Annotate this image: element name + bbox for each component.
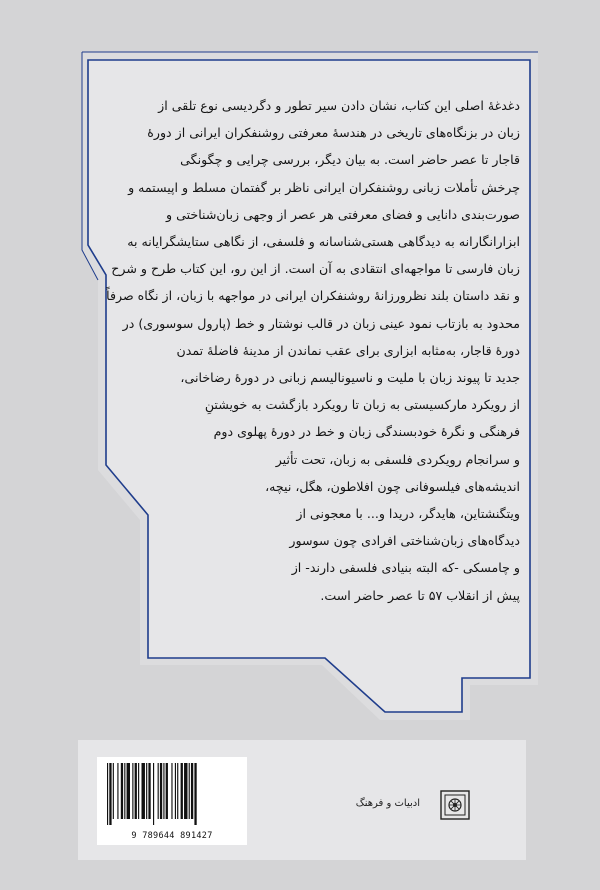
blurb-line: زبان فارسی تا مواجهه‌ای انتقادی به آن است. از این رو، این کتاب طرح و شرح bbox=[111, 261, 520, 277]
blurb-line: اندیشه‌های فیلسوفانی چون افلاطون، هگل، نیچه، bbox=[265, 478, 520, 494]
blurb-line: و چامسکی -که البته بنیادی فلسفی دارند- از bbox=[291, 560, 520, 576]
blurb-line: زبان در بزنگاه‌های تاریخی در هندسهٔ معرفتی روشنفکران ایرانی از دورهٔ bbox=[147, 125, 520, 141]
blurb-line: جدید تا پیوند زبان با ملیت و ناسیونالیسم زبانی در دورهٔ رضاخانی، bbox=[180, 370, 520, 386]
blurb-line: محدود به بازتاب نمود عینی زبان در قالب نوشتار و خط (پارول سوسوری) در bbox=[122, 315, 520, 331]
blurb-line: پیش از انقلاب ۵۷ تا عصر حاضر است. bbox=[320, 587, 520, 603]
blurb-line: فرهنگی و نگرهٔ خودبسندگی زبان و خط در دورهٔ پهلوی دوم bbox=[213, 424, 520, 440]
publisher-rosette-icon bbox=[440, 790, 470, 820]
blurb-line: و نقد داستان بلند نظرورزانهٔ روشنفکران ایرانی در مواجهه با زبان، از نگاه صرفاً bbox=[106, 288, 520, 304]
barcode-icon bbox=[97, 757, 247, 845]
blurb-line: صورت‌بندی دانایی و فضای معرفتی هر عصر از وجهی زبان‌شناختی و bbox=[166, 206, 520, 222]
blurb-line: ابزارانگارانه به دیدگاهی هستی‌شناسانه و فلسفی، از نگاهی ستایشگرایانه به bbox=[127, 234, 520, 250]
blurb-line: و سرانجام رویکردی فلسفی به زبان، تحت تأثیر bbox=[275, 451, 520, 467]
blurb-line: از رویکرد مارکسیستی به زبان تا رویکرد بازگشت به خویشتنِ bbox=[204, 397, 520, 413]
series-label: ادبیات و فرهنگ bbox=[355, 798, 420, 809]
back-cover-blurb bbox=[80, 92, 520, 609]
blurb-line: قاجار تا عصر حاضر است. به بیان دیگر، بررسی چرایی و چگونگی bbox=[180, 152, 520, 168]
isbn-number: 9 789644 891427 bbox=[131, 831, 213, 841]
blurb-line: ویتگنشتاین، هایدگر، دریدا و... با معجونی از bbox=[296, 506, 520, 522]
blurb-line: دغدغهٔ اصلی این کتاب، نشان دادن سیر تطور و دگردیسی نوع تلقی از bbox=[158, 98, 520, 113]
blurb-line: چرخش تأملات زبانی روشنفکران ایرانی ناظر بر گفتمان مسلط و اپیستمه و bbox=[128, 179, 520, 195]
blurb-line: دیدگاه‌های زبان‌شناختی افرادی چون سوسور bbox=[289, 533, 520, 549]
blurb-line: دورهٔ قاجار، به‌مثابه ابزاری برای عقب نماندن از مدینهٔ فاضلهٔ تمدن bbox=[176, 342, 520, 358]
